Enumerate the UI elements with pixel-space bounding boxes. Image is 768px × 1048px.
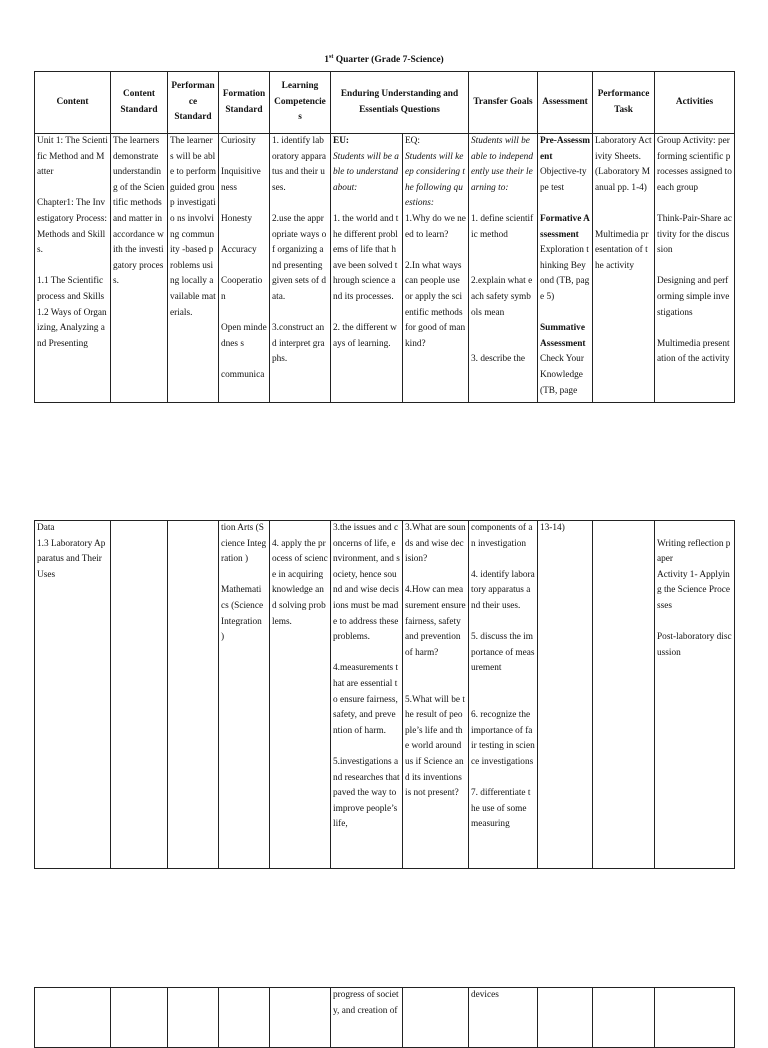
formation-standard-cell: tion Arts (Science Integration ) Mathemati cs (Science Integration ) [219, 521, 270, 869]
performance-task-cell: Laboratory Activity Sheets. (Laboratory Manual pp. 1-4) Multimedia presentation of the activity [593, 134, 655, 403]
eu-cell: progress of society, and creation of [331, 988, 403, 1048]
table-row [35, 134, 735, 403]
activities-cell: Writing reflection paper Activity 1- Applying the Science Processes Post-laboratory discussion [655, 521, 735, 869]
performance-standard-cell: The learners will be able to perform guided group investigatio ns involving community -based problems using locally available materials. [168, 134, 219, 403]
eu-body: 1. the world and the different problems of life that have been solved through science and its processes. 2. the different ways of learning. [333, 213, 399, 349]
curriculum-table-page-2 [34, 520, 735, 869]
summative-assessment-body: Check Your Knowledge (TB, page [540, 354, 584, 396]
learning-competencies-cell: 1. identify laboratory apparatus and their uses. 2.use the appropriate ways of organizing and presenting given sets of data. 3.construct and interpret graphs. [270, 134, 331, 403]
content-standard-cell [111, 521, 168, 869]
formative-assessment-label: Formative Assessment [540, 213, 590, 240]
content-standard-cell [111, 988, 168, 1048]
learning-competencies-cell: 4. apply the process of science in acquiring knowledge and solving problems. [270, 521, 331, 869]
page-title: 1st Quarter (Grade 7-Science) [324, 54, 444, 66]
header-content-standard: Content Standard [111, 72, 168, 134]
curriculum-table-page-3 [34, 987, 735, 1048]
header-enduring-understanding: Enduring Understanding and Essentials Questions [331, 72, 469, 134]
pre-assessment-label: Pre-Assessment [540, 136, 590, 162]
eq-cell [403, 134, 469, 403]
eq-body: 1.Why do we need to learn? 2.In what ways can people use or apply the scientific methods for good of mankind? [405, 213, 466, 349]
pre-assessment-body: Objective-type test [540, 167, 587, 193]
transfer-body: 1. define scientific method 2.explain what each safety symbols mean 3. describe the [471, 213, 534, 365]
header-performance-task: Performance Task [593, 72, 655, 134]
learning-competencies-cell [270, 988, 331, 1048]
content-cell [35, 988, 111, 1048]
assessment-cell [538, 134, 593, 403]
eq-cell [403, 988, 469, 1048]
assessment-cell: 13-14) [538, 521, 593, 869]
header-activities: Activities [655, 72, 735, 134]
performance-standard-cell [168, 521, 219, 869]
activities-cell [655, 988, 735, 1048]
content-cell: Data 1.3 Laboratory Apparatus and Their Uses [35, 521, 111, 869]
header-learning-competencies: Learning Competencie s [270, 72, 331, 134]
table-row [35, 521, 735, 869]
performance-standard-cell [168, 988, 219, 1048]
transfer-intro: Students will be able to independently use their learning to: [471, 136, 533, 193]
activities-cell: Group Activity: performing scientific processes assigned to each group Think-Pair-Share activity for the discussion Designing and performing simple investigations Multimedia presentation of the activity [655, 134, 735, 403]
summative-assessment-label: Summative Assessment [540, 323, 586, 349]
content-standard-cell: The learners demonstrate understandin g of the Scientific methods and matter in accordance with the investigatory process. [111, 134, 168, 403]
table-row [35, 988, 735, 1048]
performance-task-cell [593, 988, 655, 1048]
eu-label: EU: [333, 136, 350, 146]
content-cell: Unit 1: The Scientific Method and Matter Chapter1: The Investigatory Process: Methods and Skills. 1.1 The Scientific process and Skills 1.2 Ways of Organizing, Analyzing and Presenting [35, 134, 111, 403]
formation-standard-cell [219, 988, 270, 1048]
eu-cell [331, 134, 403, 403]
performance-task-cell [593, 521, 655, 869]
formation-standard-cell: Curiosity Inquisitive ness Honesty Accuracy Cooperatio n Open mindednes s communica [219, 134, 270, 403]
header-assessment: Assessment [538, 72, 593, 134]
curriculum-table-page-1 [34, 71, 735, 403]
eu-intro: Students will be able to understand about: [333, 151, 399, 193]
transfer-goals-cell: components of an investigation 4. identify laboratory apparatus and their uses. 5. discuss the importance of measurement 6. recognize the importance of fair testing in science investigations 7. differentiate the use of some measuring [469, 521, 538, 869]
header-performance-standard: Performan ce Standard [168, 72, 219, 134]
transfer-goals-cell: devices [469, 988, 538, 1048]
transfer-goals-cell [469, 134, 538, 403]
eu-cell: 3.the issues and concerns of life, environment, and society, hence sound and wise decisions must be made to address these problems. 4.measurements that are essential to ensure fairness, safety, and prevention of harm. 5.investigations and researches that paved the way to improve people’s life, [331, 521, 403, 869]
header-transfer-goals: Transfer Goals [469, 72, 538, 134]
formative-assessment-body: Exploration thinking Beyond (TB, page 5) [540, 245, 590, 302]
header-row [35, 72, 735, 134]
assessment-cell [538, 988, 593, 1048]
eq-intro: Students will keep considering the following questions: [405, 151, 465, 209]
header-content: Content [35, 72, 111, 134]
eq-cell: 3.What are sounds and wise decision? 4.How can measurement ensure fairness, safety and prevention of harm? 5.What will be the result of people’s life and the world around us if Science and its inventions is not present? [403, 521, 469, 869]
eq-label: EQ: [405, 136, 420, 146]
header-formation-standard: Formation Standard [219, 72, 270, 134]
